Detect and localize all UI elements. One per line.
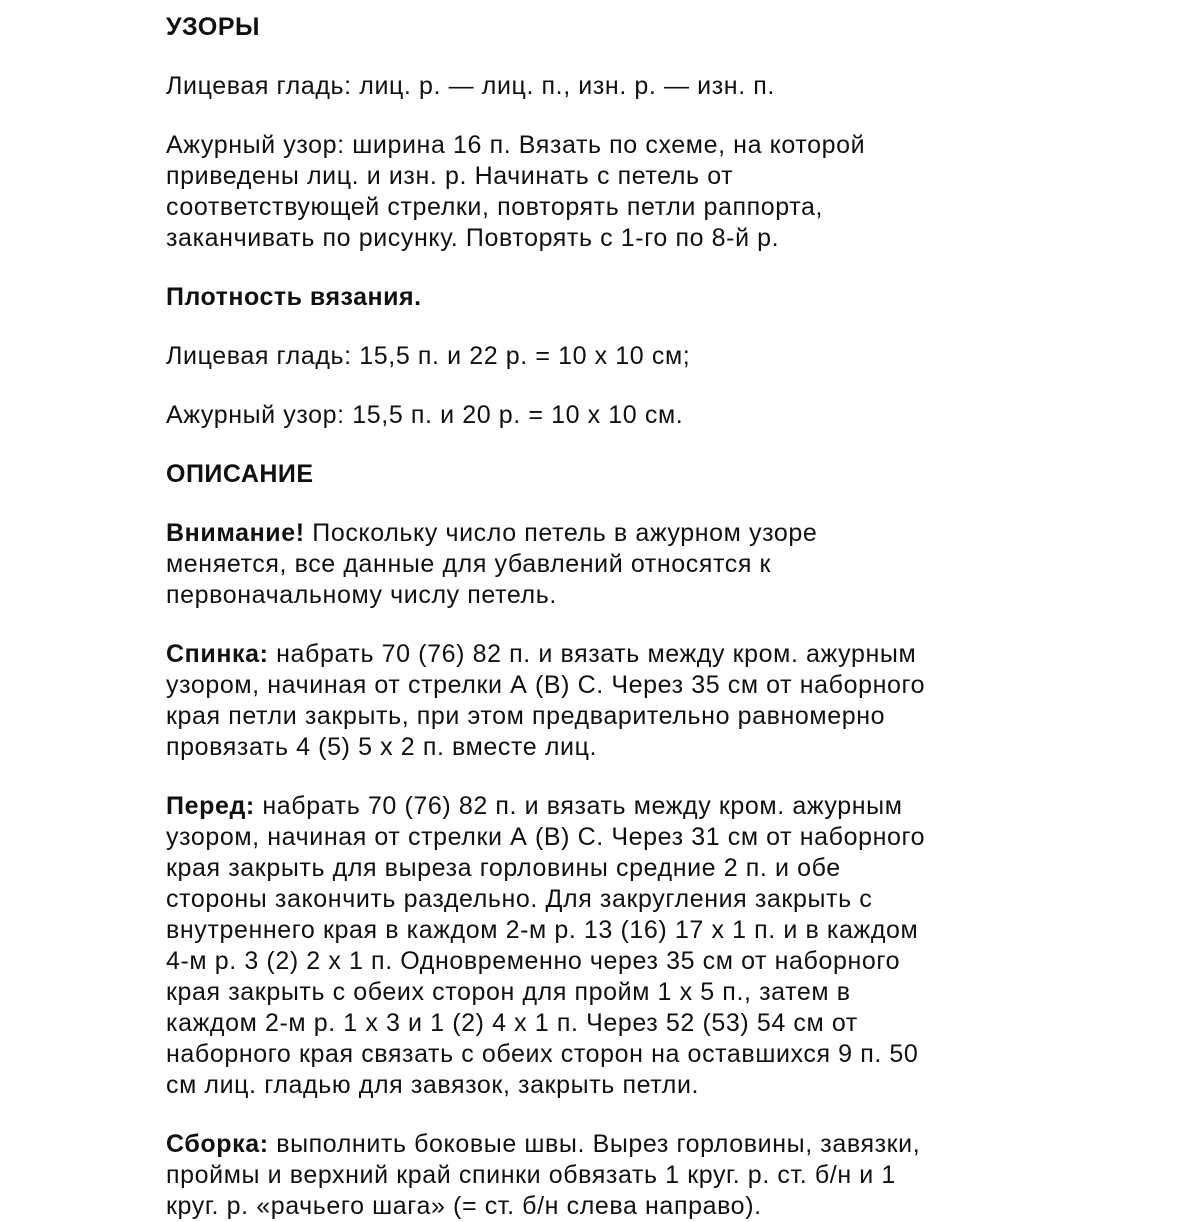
attention-line: первоначальному числу петель. [166,581,557,609]
back-line: края петли закрыть, при этом предварительно равномерно [166,702,886,730]
document-page [166,12,1166,1222]
stockinette-paragraph [166,71,1166,102]
gauge-heading: Плотность вязания. [166,283,422,311]
back-text: набрать 70 (76) 82 п. и вязать между кром. ажурным [268,640,917,668]
front-text: набрать 70 (76) 82 п. и вязать между кром. ажурным [254,792,903,820]
front-line: 4-м р. 3 (2) 2 х 1 п. Одновременно через 35 см от наборного [166,947,901,975]
lace-line: приведены лиц. и изн. р. Начинать с петель от [166,162,734,190]
gauge-lace-line: Ажурный узор: 15,5 п. и 20 р. = 10 х 10 см. [166,401,684,429]
patterns-heading: УЗОРЫ [166,13,260,41]
assembly-line: проймы и верхний край спинки обвязать 1 круг. р. ст. б/н и 1 [166,1161,896,1189]
front-first-line [166,791,1166,822]
attention-text: Поскольку число петель в ажурном узоре [304,519,818,547]
assembly-line: круг. р. «рачьего шага» (= ст. б/н слева направо). [166,1192,762,1220]
lace-line: соответствующей стрелки, повторять петли раппорта, [166,193,824,221]
front-label: Перед: [166,792,255,820]
gauge-lace-paragraph [166,400,1166,431]
back-first-line [166,639,1166,670]
front-line: края закрыть с обеих сторон для пройм 1 х 5 п., затем в [166,978,851,1006]
gauge-stockinette-paragraph [166,341,1166,372]
front-line: внутреннего края в каждом 2-м р. 13 (16) 17 х 1 п. и в каждом [166,916,919,944]
back-line: узором, начиная от стрелки А (В) С. Через 35 см от наборного [166,671,926,699]
front-line: узором, начиная от стрелки А (В) С. Через 31 см от наборного [166,823,926,851]
attention-first-line [166,518,1166,549]
lace-line: заканчивать по рисунку. Повторять с 1-го по 8-й р. [166,224,780,252]
front-line: стороны закончить раздельно. Для закругления закрыть с [166,885,873,913]
assembly-text: выполнить боковые швы. Вырез горловины, завязки, [268,1130,921,1158]
front-line: края закрыть для выреза горловины средние 2 п. и обе [166,854,841,882]
front-paragraph [166,791,1166,1101]
gauge-stockinette-line: Лицевая гладь: 15,5 п. и 22 р. = 10 х 10 см; [166,342,691,370]
attention-line: меняется, все данные для убавлений относятся к [166,550,772,578]
back-label: Спинка: [166,640,269,668]
front-line: наборного края связать с обеих сторон на оставшихся 9 п. 50 [166,1040,919,1068]
lace-pattern-paragraph [166,130,1166,254]
description-heading: ОПИСАНИЕ [166,460,314,488]
front-line: см лиц. гладью для завязок, закрыть петли. [166,1071,700,1099]
assembly-first-line [166,1129,1166,1160]
assembly-paragraph [166,1129,1166,1222]
attention-label: Внимание! [166,519,305,547]
stockinette-line: Лицевая гладь: лиц. р. — лиц. п., изн. р. — изн. п. [166,72,775,100]
assembly-label: Сборка: [166,1130,269,1158]
lace-line: Ажурный узор: ширина 16 п. Вязать по схеме, на которой [166,131,866,159]
front-line: каждом 2-м р. 1 х 3 и 1 (2) 4 х 1 п. Через 52 (53) 54 см от [166,1009,858,1037]
back-paragraph [166,639,1166,763]
attention-paragraph [166,518,1166,611]
back-line: провязать 4 (5) 5 х 2 п. вместе лиц. [166,733,598,761]
